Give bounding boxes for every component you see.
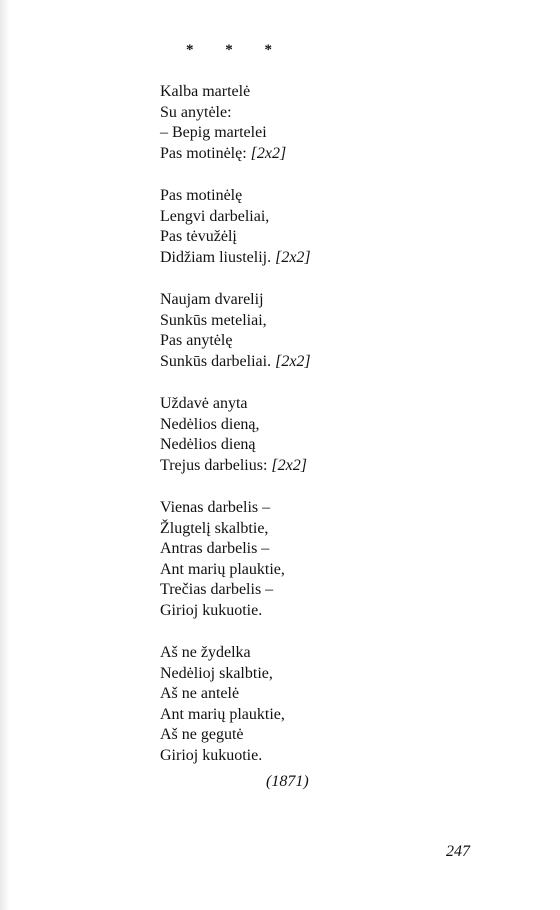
poem-line [160, 311, 480, 332]
poem-stanza [160, 82, 480, 164]
section-separator: * * * [186, 42, 286, 58]
poem-line [160, 435, 480, 456]
refrain-marker: [2x2] [275, 248, 311, 266]
poem-line-text: Aš ne antelė [160, 685, 240, 702]
poem-line [160, 643, 480, 664]
poem-line-text: Lengvi darbeliai, [160, 207, 270, 225]
poem-line [160, 103, 480, 124]
poem-line-text: Nedėlios dieną, [160, 415, 260, 433]
poem-line-text: Sunkūs meteliai, [160, 311, 267, 329]
poem-line-text: Vienas darbelis – [160, 499, 271, 516]
poem-line [160, 415, 480, 436]
poem-line-text: Su anytėle: [160, 103, 232, 121]
poem-line-text: Girioj kukuotie. [160, 746, 263, 764]
poem-line-text: Aš ne žydelka [160, 644, 251, 661]
poem-line [160, 186, 480, 207]
poem-stanza [160, 290, 480, 372]
poem-line [160, 144, 480, 165]
poem-line-text: Kalba martelė [160, 83, 251, 100]
poem-line-text: Aš ne gegutė [160, 726, 244, 743]
poem-line-text: Nedėlioj skalbtie, [160, 664, 273, 682]
poem-line-text: Pas anytėlę [160, 332, 233, 349]
poem-line-text: – Bepig martelei [160, 124, 267, 141]
poem-stanza [160, 186, 480, 268]
poem-line-text: Pas motinėlę [160, 187, 243, 204]
poem-line [160, 82, 480, 103]
poem-line-text: Pas tėvužėlį [160, 228, 237, 245]
refrain-marker: [2x2] [271, 456, 307, 474]
poem-line-text: Nedėlios dieną [160, 436, 256, 453]
poem-line [160, 394, 480, 415]
poem-line-text: Girioj kukuotie. [160, 601, 263, 619]
poem-line-text: Trejus darbelius: [160, 456, 268, 474]
poem-line [160, 207, 480, 228]
refrain-marker: [2x2] [250, 144, 287, 162]
poem-line [160, 227, 480, 248]
refrain-marker: [2x2] [275, 352, 311, 370]
poem-line [160, 580, 480, 601]
poem-line-text: Ant marių plauktie, [160, 560, 285, 578]
poem-line-text: Žlugtelį skalbtie, [160, 519, 269, 537]
poem-line-text: Antras darbelis – [160, 540, 270, 557]
poem-line-text: Sunkūs darbeliai. [160, 352, 272, 370]
poem-line-text: Pas motinėlę: [160, 144, 247, 162]
poem-text [160, 82, 480, 788]
poem-line-text: Trečias darbelis – [160, 581, 274, 598]
poem-line [160, 331, 480, 352]
poem-line [160, 352, 480, 373]
poem-line-text: Naujam dvarelij [160, 291, 264, 308]
poem-line [160, 539, 480, 560]
poem-line [160, 123, 480, 144]
scan-edge-shadow [0, 0, 10, 910]
poem-line [160, 664, 480, 685]
poem-stanza [160, 498, 480, 621]
poem-line-text: Ant marių plauktie, [160, 705, 285, 723]
page-number: 247 [446, 843, 470, 860]
poem-line [160, 456, 480, 477]
poem-year: (1871) [266, 773, 309, 790]
poem-stanza [160, 643, 480, 766]
poem-line [160, 746, 480, 767]
poem-line [160, 705, 480, 726]
poem-line [160, 601, 480, 622]
poem-line [160, 684, 480, 705]
poem-line [160, 560, 480, 581]
poem-line [160, 725, 480, 746]
poem-line [160, 290, 480, 311]
poem-line [160, 248, 480, 269]
poem-line [160, 498, 480, 519]
poem-line-text: Uždavė anyta [160, 395, 248, 412]
poem-line-text: Didžiam liustelij. [160, 248, 272, 266]
poem-stanza [160, 394, 480, 476]
poem-line [160, 519, 480, 540]
